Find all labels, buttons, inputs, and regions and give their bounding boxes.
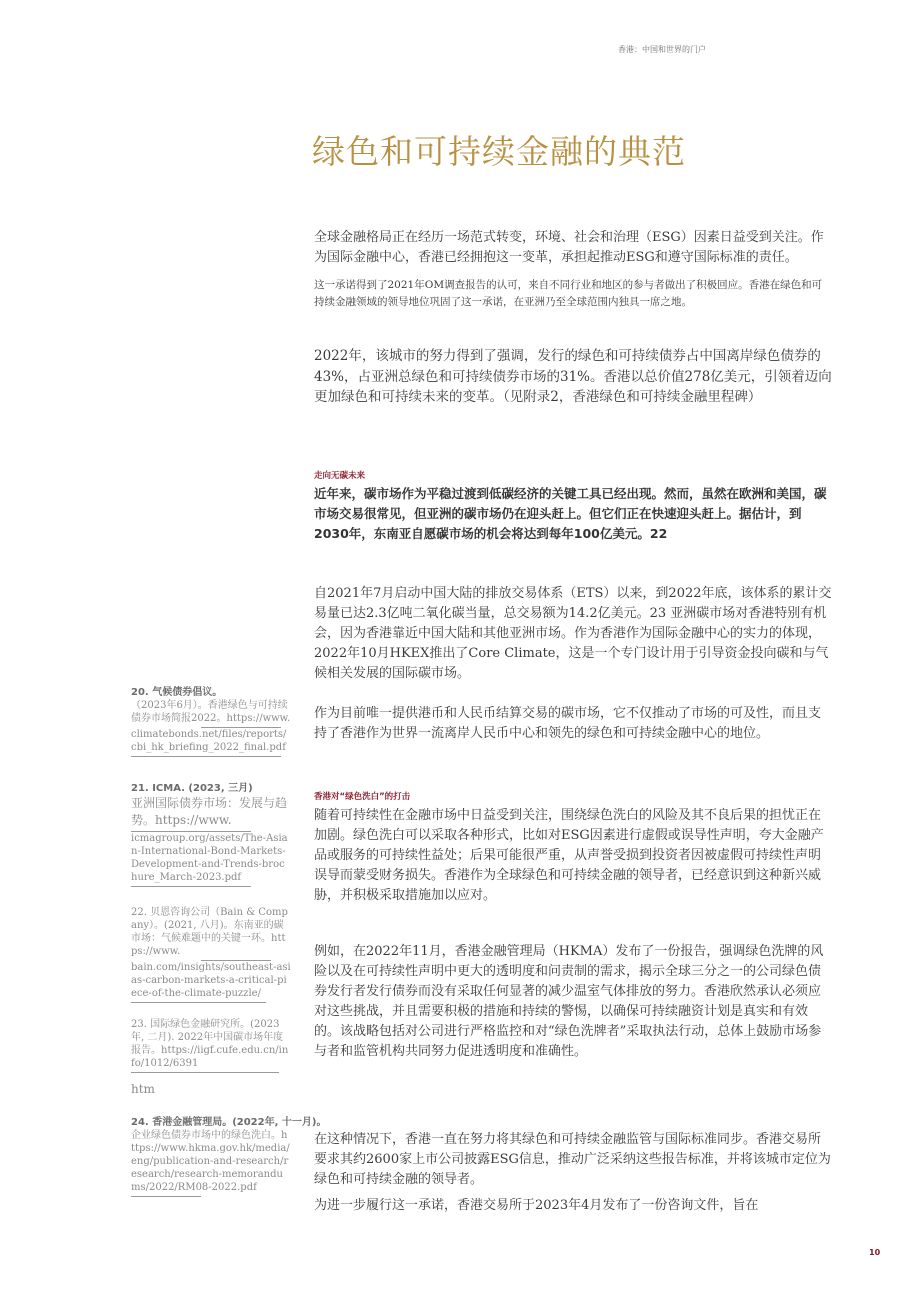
greenwashing-paragraph-3: 在这种情况下，香港一直在努力将其绿色和可持续金融监管与国际标准同步。香港交易所要求其约2600家上市公司披露ESG信息，推动广泛采纳这些报告标准，并将该城市定位为绿色和可持续金融的领导者。	[314, 1132, 831, 1187]
footnote-24-head: 24. 香港金融管理局。(2022年, 十一月)。	[131, 1117, 327, 1128]
footnote-rule	[131, 756, 281, 757]
carbon-paragraph-2: 作为目前唯一提供港币和人民币结算交易的碳市场，它不仅推动了市场的可及性，而且支持了香港作为世界一流离岸人民币中心和领先的绿色和可持续金融中心的地位。	[314, 706, 822, 741]
greenwashing-paragraph-2: 例如，在2022年11月，香港金融管理局（HKMA）发布了一份报告，强调绿色洗牌的风险以及在可持续性声明中更大的透明度和问责制的需求，揭示全球三分之一的公司绿色债券发行者发行债券而没有采取任何显著的减少温室气体排放的努力。香港欣然承认必须应对这些挑战，并且需要积极的措施和持续的警惕，以确保可持续融资计划是真实和有效的。该战略包括对公司进行严格监控和对“绿色洗牌者”采取执法行动，总体上鼓励市场参与者和监管机构共同努力促进透明度和准确性。	[314, 944, 824, 1059]
greenwashing-paragraph-4: 为进一步履行这一承诺，香港交易所于2023年4月发布了一份咨询文件，旨在	[314, 1198, 759, 1213]
footnote-20	[131, 686, 291, 757]
carbon-lead-paragraph: 近年来，碳市场作为平稳过渡到低碳经济的关键工具已经出现。然而，虽然在欧洲和美国，碳市场交易很常见，但亚洲的碳市场仍在迎头赶上。但它们正在快速迎头赶上。据估计，到2030年，东南亚自愿碳市场的机会将达到每年100亿美元。22	[314, 486, 827, 541]
footnote-24-link[interactable]: 企业绿色债券市场中的绿色洗白。https://www.hkma.gov.hk/media/eng/publication-and-research/research/research-memorandums/2022/RM08-2022.pdf	[131, 1130, 290, 1193]
carbon-paragraph-1: 自2021年7月启动中国大陆的排放交易体系（ETS）以来，到2022年底，该体系的累计交易量已达2.3亿吨二氧化碳当量，总交易额为14.2亿美元。23 亚洲碳市场对香港特别有机会，因为香港靠近中国大陆和其他亚洲市场。作为香港作为国际金融中心的实力的体现，2022年10月HKEX推出了Core Climate，这是一个专门设计用于引导资金投向碳和与气候相关发展的国际碳市场。	[314, 586, 832, 681]
footnote-23-body: 23. 国际绿色金融研究所。(2023年, 二月). 2022年中国碳市场年度报告。https://iigf.cufe.edu.cn/info/1012/6391	[131, 1019, 289, 1069]
footnote-21	[131, 782, 291, 887]
footnote-23	[131, 1018, 291, 1098]
footnote-22-link[interactable]: bain.com/insights/southeast-asias-carbon-markets-a-critical-piece-of-the-climate-puzzle/	[131, 962, 291, 999]
page-number: 10	[869, 1248, 881, 1257]
intro-stats-paragraph: 2022年，该城市的努力得到了强调，发行的绿色和可持续债券占中国离岸绿色债券的43%，占亚洲总绿色和可持续债券市场的31%。香港以总价值278亿美元，引领着迈向更加绿色和可持续未来的变革。（见附录2，香港绿色和可持续金融里程碑）	[314, 348, 832, 405]
greenwashing-paragraph-1: 随着可持续性在金融市场中日益受到关注，围绕绿色洗白的风险及其不良后果的担忧正在加剧。绿色洗白可以采取各种形式，比如对ESG因素进行虚假或误导性声明，夸大金融产品或服务的可持续性益处；后果可能很严重，从声誉受损到投资者因被虚假可持续性声明误导而蒙受财务损失。香港作为全球绿色和可持续金融的领导者，已经意识到这种新兴威胁，并积极采取措施加以应对。	[314, 808, 824, 903]
footnote-22	[131, 906, 291, 1003]
footnote-20-body: （2023年6月）。香港绿色与可持续债券市场简报2022。https://www.	[131, 700, 291, 724]
footnote-24	[131, 1116, 327, 1197]
section-kicker-carbon: 走向无碳未来	[314, 471, 366, 481]
footnote-rule	[131, 886, 251, 887]
footnote-22-body: 22. 贝恩咨询公司（Bain & Company）。(2021, 八月)。东南亚的碳市场：气候难题中的关键一环。https://www.	[131, 907, 288, 957]
intro-note: 这一承诺得到了2021年OM调查报告的认可，来自不同行业和地区的参与者做出了积极回应。香港在绿色和可持续金融领域的领导地位巩固了这一承诺，在亚洲乃至全球范围内独具一席之地。	[314, 279, 823, 308]
footnote-20-head: 20. 气候债券倡议。	[131, 687, 223, 698]
running-header: 香港：中国和世界的门户	[618, 45, 706, 54]
intro-paragraph: 全球金融格局正在经历一场范式转变，环境、社会和治理（ESG）因素日益受到关注。作为国际金融中心，香港已经拥抱这一变革，承担起推动ESG和遵守国际标准的责任。	[314, 230, 824, 265]
footnote-rule	[131, 1072, 279, 1073]
footnote-21-link[interactable]: icmagroup.org/assets/The-Asian-International-Bond-Markets-Development-and-Trends-brochure_March-2023.pdf	[131, 833, 288, 883]
footnote-21-body: 亚洲国际债券市场：发展与趋势。https://www.	[131, 796, 288, 827]
page-title: 绿色和可持续金融的典范	[312, 132, 686, 171]
footnote-rule	[131, 1196, 201, 1197]
footnote-20-link[interactable]: climatebonds.net/files/reports/cbi_hk_briefing_2022_final.pdf	[131, 729, 287, 753]
section-kicker-greenwashing: 香港对“绿色洗白”的打击	[314, 792, 411, 802]
footnote-rule	[131, 1002, 266, 1003]
footnote-23-tail: htm	[131, 1082, 155, 1096]
footnote-21-head: 21. ICMA. (2023, 三月)	[131, 783, 253, 794]
